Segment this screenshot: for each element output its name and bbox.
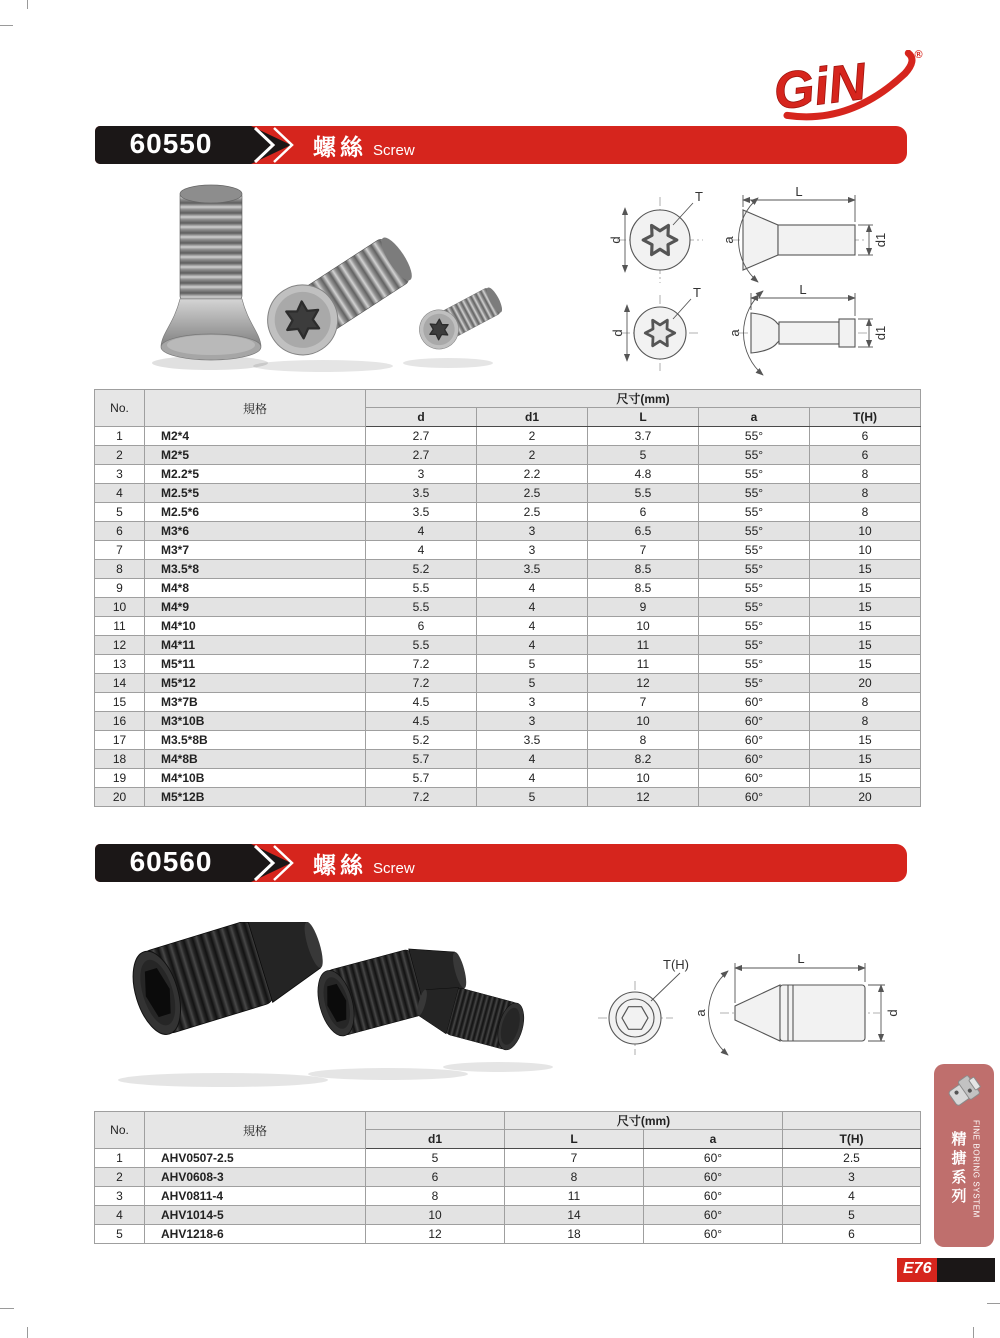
table-row (95, 579, 921, 598)
table-cell: 55° (699, 465, 810, 484)
table-cell: 7.2 (366, 674, 477, 693)
table-cell: M4*9 (145, 598, 366, 617)
table-cell: M3.5*8B (145, 731, 366, 750)
col-header-th: T(H) (783, 1130, 921, 1149)
table-cell: M5*11 (145, 655, 366, 674)
table-cell: 60° (699, 712, 810, 731)
table-cell: 8.5 (588, 560, 699, 579)
table-cell: 7 (588, 541, 699, 560)
table-cell: 4 (477, 750, 588, 769)
chevron-icon (245, 126, 305, 164)
table-cell: 18 (95, 750, 145, 769)
table-cell: 60° (699, 731, 810, 750)
drawing-side-view-1 (721, 184, 888, 282)
table-cell: M4*8 (145, 579, 366, 598)
table-cell: 3.7 (588, 427, 699, 446)
table-cell: 10 (588, 712, 699, 731)
table-row (95, 1149, 921, 1168)
table-cell: 20 (810, 674, 921, 693)
brand-logo (768, 50, 940, 124)
logo-text: GiN (770, 52, 870, 122)
table-cell: M3.5*8 (145, 560, 366, 579)
table-cell: 6.5 (588, 522, 699, 541)
table-cell: 7.2 (366, 788, 477, 807)
dim-label-a: a (693, 1009, 708, 1017)
table-cell: 7 (505, 1149, 644, 1168)
table-row (95, 484, 921, 503)
table-row (95, 712, 921, 731)
table-cell: 10 (810, 541, 921, 560)
dim-label-l: L (795, 184, 803, 199)
table-cell: 14 (505, 1206, 644, 1225)
table-cell: 3 (95, 465, 145, 484)
table-row (95, 1187, 921, 1206)
crop-mark (0, 1308, 14, 1309)
table-cell: 4 (477, 769, 588, 788)
table-cell: 6 (366, 617, 477, 636)
set-screw-drawing (585, 945, 915, 1085)
table-cell: M2*5 (145, 446, 366, 465)
table-row (95, 693, 921, 712)
dim-label-a: a (727, 329, 742, 337)
table-cell: M3*6 (145, 522, 366, 541)
table-cell: 15 (810, 655, 921, 674)
dim-label-d1: d1 (873, 232, 888, 248)
table-cell: M2.2*5 (145, 465, 366, 484)
boring-head-icon (944, 1071, 984, 1111)
table-cell: 5 (588, 446, 699, 465)
dim-label-d: d (610, 329, 625, 337)
table-cell: M3*7 (145, 541, 366, 560)
col-header-no: No. (95, 390, 145, 427)
table-cell: 55° (699, 617, 810, 636)
table-cell: 4 (477, 617, 588, 636)
screw-drawing (603, 183, 930, 381)
crop-mark (27, 0, 28, 9)
table-cell: 20 (95, 788, 145, 807)
col-header-spec: 規格 (145, 1112, 366, 1149)
table-cell: 6 (810, 446, 921, 465)
table-cell: 5 (95, 1225, 145, 1244)
table-cell: 55° (699, 560, 810, 579)
table-cell: 8 (810, 503, 921, 522)
table-row (95, 636, 921, 655)
screw-photo-large (152, 185, 268, 370)
table-row (95, 541, 921, 560)
table-cell: 3 (477, 712, 588, 731)
table-cell: 14 (95, 674, 145, 693)
section-code: 60550 (129, 128, 213, 159)
table-cell: AHV0811-4 (145, 1187, 366, 1206)
table-cell: 15 (810, 579, 921, 598)
table-cell: 4.5 (366, 712, 477, 731)
table-cell: 5 (366, 1149, 505, 1168)
table-cell: 4 (366, 522, 477, 541)
logo-registered-mark: ® (913, 50, 924, 62)
col-header-l: L (588, 408, 699, 427)
table-cell: 2.5 (477, 503, 588, 522)
table-row (95, 427, 921, 446)
table-cell: M2.5*6 (145, 503, 366, 522)
drawing-front-view (598, 957, 689, 1055)
table-cell: AHV0507-2.5 (145, 1149, 366, 1168)
drawing-front-view-1 (608, 189, 703, 283)
table-cell: 7 (588, 693, 699, 712)
category-side-tab (934, 1064, 994, 1247)
table-cell: 60° (699, 769, 810, 788)
table-cell: M3*7B (145, 693, 366, 712)
table-cell: 5.5 (366, 636, 477, 655)
table-row (95, 1168, 921, 1187)
table-cell: 5 (783, 1206, 921, 1225)
table-cell: 55° (699, 655, 810, 674)
table-cell: M2*4 (145, 427, 366, 446)
table-cell: 4 (477, 636, 588, 655)
table-cell: 10 (588, 769, 699, 788)
table-cell: 5 (477, 674, 588, 693)
table-cell: AHV1218-6 (145, 1225, 366, 1244)
table-cell: 3 (477, 693, 588, 712)
table-cell: 3 (477, 541, 588, 560)
set-screw-photo-small (413, 979, 529, 1053)
table-row (95, 731, 921, 750)
table-cell: AHV1014-5 (145, 1206, 366, 1225)
table-cell: 60° (699, 788, 810, 807)
spec-table-60550 (94, 389, 921, 807)
table-cell: 4 (477, 579, 588, 598)
table-cell: 55° (699, 598, 810, 617)
table-cell: 12 (95, 636, 145, 655)
table-cell: 10 (810, 522, 921, 541)
table-cell: M5*12B (145, 788, 366, 807)
spec-table-60560 (94, 1111, 921, 1244)
table-cell: 8.2 (588, 750, 699, 769)
table-cell: 55° (699, 541, 810, 560)
table-cell: 15 (810, 769, 921, 788)
technical-diagram-60560 (585, 945, 915, 1090)
crop-mark (973, 1327, 974, 1338)
section-title (313, 847, 415, 880)
table-cell: 60° (644, 1187, 783, 1206)
table-cell: 13 (95, 655, 145, 674)
table-cell: 15 (810, 617, 921, 636)
table-cell: 4 (95, 1206, 145, 1225)
table-cell: 3 (366, 465, 477, 484)
table-cell: 3.5 (477, 560, 588, 579)
table-cell: 1 (95, 1149, 145, 1168)
table-cell: 2 (477, 446, 588, 465)
dim-label-d: d (608, 236, 623, 244)
table-row (95, 788, 921, 807)
table-cell: 3.5 (477, 731, 588, 750)
table-header (95, 390, 921, 427)
table-cell: 5.2 (366, 560, 477, 579)
section-title-zh: 螺絲 (313, 134, 367, 160)
screw-photo-small (412, 281, 507, 356)
table-body (95, 1149, 921, 1244)
table-cell: 8 (810, 712, 921, 731)
table-row (95, 598, 921, 617)
table-row (95, 560, 921, 579)
crop-mark (0, 25, 13, 26)
dim-label-l: L (797, 951, 805, 966)
dim-label-t: T (695, 189, 703, 204)
crop-mark (987, 1303, 1000, 1304)
col-header-d1: d1 (477, 408, 588, 427)
table-cell: 12 (588, 788, 699, 807)
dim-label-l: L (799, 282, 807, 297)
table-cell: 4 (477, 598, 588, 617)
table-cell: 8 (588, 731, 699, 750)
col-header-d1: d1 (366, 1130, 505, 1149)
table-row (95, 446, 921, 465)
table-cell: 11 (505, 1187, 644, 1206)
table-cell: 6 (810, 427, 921, 446)
table-cell: 11 (95, 617, 145, 636)
table-cell: 60° (699, 693, 810, 712)
brand-logo-graphic (768, 50, 940, 124)
table-cell: 15 (810, 598, 921, 617)
table-cell: 2.5 (477, 484, 588, 503)
table-cell: 2.5 (783, 1149, 921, 1168)
table-cell: 19 (95, 769, 145, 788)
table-cell: 6 (783, 1225, 921, 1244)
screw-photo-medium (254, 225, 422, 368)
table-cell: 60° (644, 1149, 783, 1168)
table-cell: 8 (810, 465, 921, 484)
product-photo-torx-screws (148, 183, 520, 386)
table-cell: 55° (699, 636, 810, 655)
table-cell: 16 (95, 712, 145, 731)
table-cell: 10 (95, 598, 145, 617)
table-cell: 5 (477, 788, 588, 807)
table-cell: 5.5 (366, 579, 477, 598)
drawing-side-view-2 (727, 282, 888, 375)
table-cell: 2.7 (366, 427, 477, 446)
page-number: E76 (897, 1258, 937, 1282)
table-cell: 4 (366, 541, 477, 560)
table-cell: 5.7 (366, 750, 477, 769)
table-cell: 11 (588, 655, 699, 674)
table-cell: 55° (699, 427, 810, 446)
table-cell: 8.5 (588, 579, 699, 598)
table-cell: 2.7 (366, 446, 477, 465)
section-title (313, 129, 415, 162)
table-cell: 5.5 (366, 598, 477, 617)
table-cell: 3 (95, 1187, 145, 1206)
table-body (95, 427, 921, 807)
table-cell: 8 (810, 484, 921, 503)
dim-label-d: d (885, 1009, 900, 1017)
table-cell: 10 (588, 617, 699, 636)
side-tab-label-zh: 精搪系列 (949, 1130, 967, 1207)
table-cell: 12 (588, 674, 699, 693)
drawing-side-view (693, 951, 900, 1055)
dim-label-t: T (693, 285, 701, 300)
table-cell: 15 (810, 636, 921, 655)
chevron-icon (245, 844, 305, 882)
table-cell: 4.8 (588, 465, 699, 484)
table-row (95, 465, 921, 484)
table-cell: 3 (477, 522, 588, 541)
table-cell: 5.2 (366, 731, 477, 750)
table-cell: 15 (810, 750, 921, 769)
col-header-no: No. (95, 1112, 145, 1149)
table-row (95, 750, 921, 769)
table-cell: 1 (95, 427, 145, 446)
section-banner-60550 (95, 126, 907, 164)
table-cell: 3.5 (366, 484, 477, 503)
col-header-blank (783, 1112, 921, 1130)
set-screw-photo-large (124, 922, 332, 1040)
table-cell: 8 (366, 1187, 505, 1206)
table-cell: M4*8B (145, 750, 366, 769)
table-cell: 5.7 (366, 769, 477, 788)
table-cell: 8 (505, 1168, 644, 1187)
table-row (95, 617, 921, 636)
table-row (95, 503, 921, 522)
table-cell: 5 (477, 655, 588, 674)
table-cell: 6 (366, 1168, 505, 1187)
section-title-en: Screw (373, 860, 415, 877)
section-code: 60560 (129, 846, 213, 877)
table-row (95, 1225, 921, 1244)
page-footer (897, 1258, 995, 1282)
table-cell: M4*10B (145, 769, 366, 788)
section-title-en: Screw (373, 142, 415, 159)
col-header-blank (366, 1112, 505, 1130)
table-cell: AHV0608-3 (145, 1168, 366, 1187)
table-cell: 18 (505, 1225, 644, 1244)
col-header-l: L (505, 1130, 644, 1149)
table-cell: 9 (588, 598, 699, 617)
col-header-d: d (366, 408, 477, 427)
dim-label-a: a (721, 236, 736, 244)
col-header-a: a (644, 1130, 783, 1149)
table-cell: 55° (699, 503, 810, 522)
col-header-dim: 尺寸(mm) (505, 1112, 783, 1130)
table-cell: 15 (95, 693, 145, 712)
table-row (95, 674, 921, 693)
col-header-th: T(H) (810, 408, 921, 427)
table-cell: 60° (644, 1206, 783, 1225)
table-cell: 11 (588, 636, 699, 655)
table-cell: 6 (588, 503, 699, 522)
table-cell: 2 (95, 1168, 145, 1187)
table-cell: 7 (95, 541, 145, 560)
drawing-front-view-2 (610, 285, 701, 371)
section-title-zh: 螺絲 (313, 852, 367, 878)
side-tab-label-en: FINE BORING SYSTEM (971, 1120, 981, 1218)
footer-bar (937, 1258, 995, 1282)
table-cell: 3 (783, 1168, 921, 1187)
table-cell: 55° (699, 446, 810, 465)
table-cell: 2.2 (477, 465, 588, 484)
table-cell: 8 (95, 560, 145, 579)
table-cell: M2.5*5 (145, 484, 366, 503)
table-cell: 6 (95, 522, 145, 541)
table-cell: 55° (699, 484, 810, 503)
table-cell: 2 (95, 446, 145, 465)
table-cell: 8 (810, 693, 921, 712)
table-cell: M5*12 (145, 674, 366, 693)
table-row (95, 1206, 921, 1225)
table-cell: 4 (783, 1187, 921, 1206)
table-cell: 9 (95, 579, 145, 598)
table-cell: 55° (699, 579, 810, 598)
product-photo-set-screws (108, 922, 553, 1107)
table-cell: 12 (366, 1225, 505, 1244)
table-cell: 20 (810, 788, 921, 807)
table-cell: 4.5 (366, 693, 477, 712)
table-cell: M3*10B (145, 712, 366, 731)
dim-label-th: T(H) (663, 957, 689, 972)
table-cell: 3.5 (366, 503, 477, 522)
table-cell: 15 (810, 560, 921, 579)
table-cell: 5.5 (588, 484, 699, 503)
table-row (95, 769, 921, 788)
table-cell: M4*10 (145, 617, 366, 636)
col-header-spec: 規格 (145, 390, 366, 427)
table-row (95, 655, 921, 674)
table-cell: 60° (644, 1168, 783, 1187)
table-row (95, 522, 921, 541)
technical-diagram-60550 (603, 183, 930, 386)
table-cell: M4*11 (145, 636, 366, 655)
torx-screws-image (148, 183, 520, 381)
table-cell: 15 (810, 731, 921, 750)
table-cell: 5 (95, 503, 145, 522)
crop-mark (27, 1327, 28, 1338)
col-header-dim: 尺寸(mm) (366, 390, 921, 408)
table-cell: 55° (699, 674, 810, 693)
table-cell: 17 (95, 731, 145, 750)
table-cell: 60° (644, 1225, 783, 1244)
table-cell: 60° (699, 750, 810, 769)
table-cell: 7.2 (366, 655, 477, 674)
table-cell: 2 (477, 427, 588, 446)
table-header (95, 1112, 921, 1149)
table-cell: 10 (366, 1206, 505, 1225)
dim-label-d1: d1 (873, 325, 888, 341)
table-cell: 55° (699, 522, 810, 541)
col-header-a: a (699, 408, 810, 427)
section-banner-60560 (95, 844, 907, 882)
set-screws-image (108, 922, 553, 1102)
table-cell: 4 (95, 484, 145, 503)
